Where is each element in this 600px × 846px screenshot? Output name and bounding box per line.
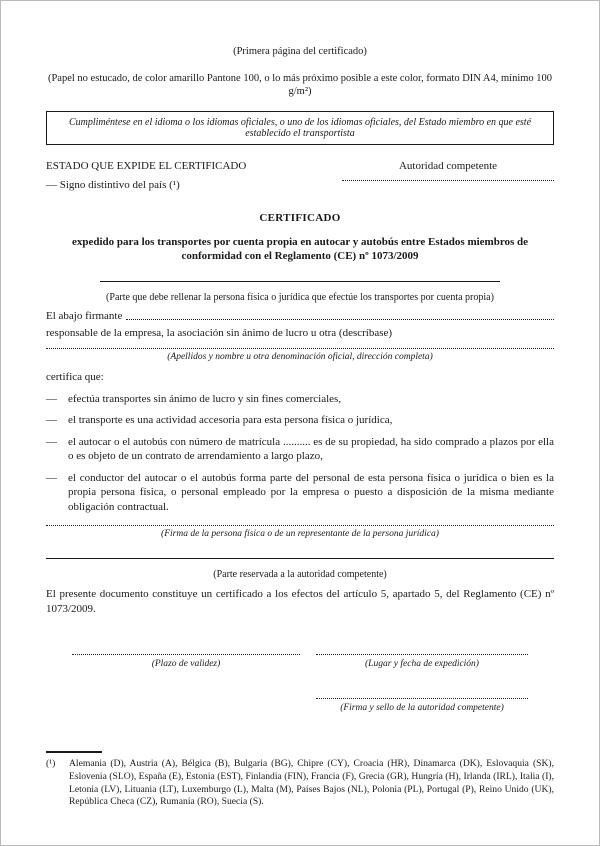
- country-sign-label: — Signo distintivo del país (¹): [46, 178, 180, 191]
- stamp-block: [316, 698, 528, 713]
- undersigned-row: [46, 310, 554, 322]
- language-notice-text: Cumpliméntese en el idioma o los idiomas oficiales, o uno de los idiomas oficiales, del Estado miembro en que esté establecido el transportista: [68, 116, 532, 139]
- undersigned-fill-line: [126, 319, 554, 320]
- certification-item: — efectúa transportes sin ánimo de lucro y sin fines comerciales,: [46, 392, 342, 405]
- certification-item: — el transporte es una actividad accesoria para esta persona física o jurídica,: [46, 414, 393, 427]
- declarant-section-caption: (Parte que debe rellenar la persona física o jurídica que efectúe los transportes por cuenta propia): [106, 291, 494, 303]
- stamp-fill-line: [316, 698, 528, 699]
- validity-caption: (Plazo de validez): [151, 659, 221, 670]
- name-caption: (Apellidos y nombre u otra denominación oficial, dirección completa): [167, 351, 433, 362]
- dash-glyph: —: [46, 392, 57, 405]
- page-note: (Primera página del certificado): [233, 46, 367, 57]
- validity-and-place-row: [46, 654, 554, 669]
- issuing-state-block: [46, 160, 246, 191]
- title-divider: [100, 281, 500, 282]
- responsible-line: responsable de la empresa, la asociación sin ánimo de lucro u otra (descríbase): [46, 326, 393, 339]
- issuing-state-row: [46, 160, 554, 191]
- competent-authority-fill-line: [342, 180, 554, 181]
- stamp-row: [46, 698, 554, 713]
- footnote-divider: [46, 751, 102, 753]
- footnote-marker: (¹): [46, 758, 56, 770]
- stamp-caption: (Firma y sello de la autoridad competente): [340, 703, 504, 714]
- declarant-signature-caption: (Firma de la persona física o de un representante de la persona jurídica): [161, 529, 439, 540]
- authority-section-divider: [46, 558, 554, 559]
- dash-glyph: —: [46, 414, 57, 427]
- place-date-fill-line: [316, 654, 528, 655]
- paper-spec-note: (Papel no estucado, de color amarillo Pantone 100, o lo más próximo posible a este color, formato DIN A4, mínimo 100 g/m²): [47, 72, 553, 98]
- undersigned-label: El abajo firmante: [46, 309, 123, 322]
- certifies-label: certifica que:: [46, 370, 104, 383]
- issuing-state-label: ESTADO QUE EXPIDE EL CERTIFICADO: [46, 159, 247, 172]
- bottom-spacer: [46, 713, 554, 751]
- certification-item: — el conductor del autocar o el autobús forma parte del personal de esta persona física o jurídica o bien es la propia persona física, o personal empleado por la empresa o puesto a disposición de la misma mediante obligación contractual.: [46, 471, 554, 513]
- language-notice-box: [46, 111, 554, 145]
- footnote-text: Alemania (D), Austria (A), Bélgica (B), Bulgaria (BG), Chipre (CY), Croacia (HR), Dinamarca (DK), Eslovaquia (SK), Eslovenia (SLO), España (E), Estonia (EST), Finlandia (FIN), Francia (F), Grecia (GR), Hungría (H), Irlanda (IRL), Italia (I), Letonia (LV), Lituania (LT), Luxemburgo (L), Malta (M), Países Bajos (NL), Polonia (PL), Portugal (P), Reino Unido (UK), República Checa (CZ), Rumanía (RO), Suecia (S).: [69, 758, 554, 808]
- authority-section-caption: (Parte reservada a la autoridad competente): [213, 569, 387, 581]
- certification-item: — el autocar o el autobús con número de matrícula .......... es de su propiedad, ha sido comprado a plazos por ella o es objeto de un contrato de arrendamiento a largo plazo,: [46, 435, 554, 463]
- certificate-subtitle: expedido para los transportes por cuenta propia en autocar y autobús entre Estados miembros de conformidad con el Reglamento (CE) nº 1073/2009: [71, 235, 529, 263]
- certification-items: [46, 385, 554, 515]
- competent-authority-block: [342, 160, 554, 181]
- place-date-caption: (Lugar y fecha de expedición): [365, 659, 479, 670]
- name-fill-line: [46, 348, 554, 349]
- declarant-signature-fill-line: [46, 525, 554, 526]
- place-date-block: [316, 654, 528, 669]
- dash-glyph: —: [46, 435, 57, 448]
- competent-authority-label: Autoridad competente: [398, 159, 498, 172]
- authority-statement: El presente documento constituye un certificado a los efectos del artículo 5, apartado 5, del Reglamento (CE) nº 1073/2009.: [46, 588, 554, 615]
- footnote: [46, 758, 554, 809]
- dash-glyph: —: [46, 471, 57, 484]
- certificate-title: CERTIFICADO: [259, 211, 341, 224]
- validity-block: [72, 654, 300, 669]
- validity-fill-line: [72, 654, 300, 655]
